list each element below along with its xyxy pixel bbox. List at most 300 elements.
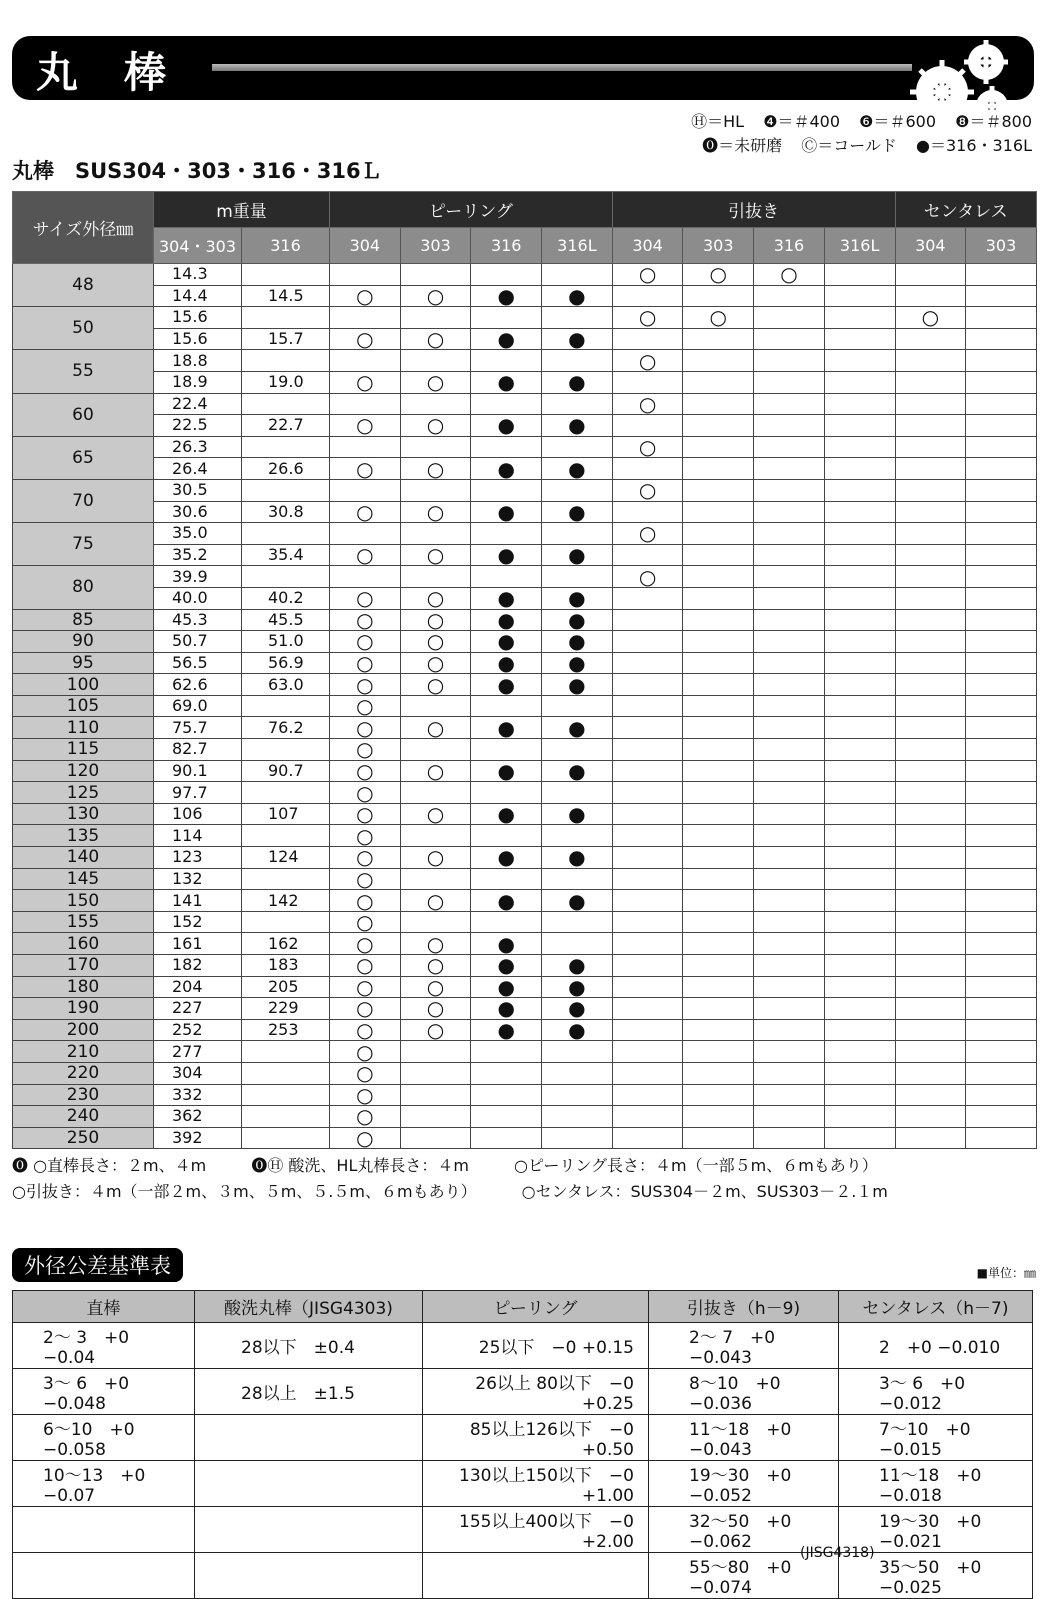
mark-cell (542, 933, 613, 955)
size-cell: 48 (13, 264, 154, 307)
mark-cell (895, 609, 966, 631)
mark-cell: ● (542, 501, 613, 523)
mark-cell (754, 1106, 825, 1128)
mark-cell (895, 825, 966, 847)
mark-cell (612, 631, 683, 653)
mark-cell (683, 652, 754, 674)
weight-cell (242, 566, 330, 588)
mark-cell (824, 328, 895, 350)
size-cell: 115 (13, 739, 154, 761)
mark-cell (824, 285, 895, 307)
table-row (13, 955, 1037, 977)
mark-cell (754, 458, 825, 480)
mark-cell: ● (471, 760, 542, 782)
mark-cell (683, 911, 754, 933)
mark-cell (966, 609, 1037, 631)
mark-cell (754, 911, 825, 933)
mark-cell (754, 695, 825, 717)
mark-cell: ○ (400, 285, 471, 307)
mark-cell (824, 458, 895, 480)
mark-cell: ○ (895, 307, 966, 329)
mark-cell (683, 350, 754, 372)
mark-cell (754, 436, 825, 458)
tolerance-header: センタレス（h－7) (839, 1291, 1033, 1323)
tolerance-cell (195, 1553, 423, 1599)
mark-cell (612, 825, 683, 847)
weight-cell: 229 (242, 998, 330, 1020)
mark-cell (542, 695, 613, 717)
weight-cell (242, 436, 330, 458)
mark-cell: ● (471, 501, 542, 523)
mark-cell: ○ (330, 501, 401, 523)
mark-cell: ● (542, 631, 613, 653)
mark-cell (966, 1062, 1037, 1084)
mark-cell: ● (542, 976, 613, 998)
legend-item: ❹＝＃400 (763, 112, 841, 131)
mark-cell (330, 479, 401, 501)
mark-cell (824, 674, 895, 696)
table-row (13, 609, 1037, 631)
table-row (13, 652, 1037, 674)
mark-cell (683, 328, 754, 350)
weight-cell: 205 (242, 976, 330, 998)
tolerance-row (13, 1553, 1033, 1599)
mark-cell (754, 890, 825, 912)
weight-cell: 40.0 (154, 587, 242, 609)
tolerance-cell: 2～ 7 +0 −0.043 (649, 1323, 839, 1369)
mark-cell: ○ (400, 609, 471, 631)
mark-cell: ○ (612, 566, 683, 588)
weight-cell: 35.4 (242, 544, 330, 566)
size-cell: 250 (13, 1127, 154, 1149)
weight-cell: 227 (154, 998, 242, 1020)
weight-cell: 56.9 (242, 652, 330, 674)
size-cell: 180 (13, 976, 154, 998)
mark-cell: ○ (754, 264, 825, 286)
mark-cell: ○ (330, 890, 401, 912)
table-row (13, 1062, 1037, 1084)
mark-cell (966, 415, 1037, 437)
mark-cell (966, 868, 1037, 890)
mark-cell (754, 1019, 825, 1041)
weight-cell: 132 (154, 868, 242, 890)
tolerance-cell: 26以上 80以下 −0 +0.25 (423, 1369, 649, 1415)
mark-cell (966, 695, 1037, 717)
weight-cell: 182 (154, 955, 242, 977)
note: ○ピーリング長さ：４m（一部５m、６mもあり） (514, 1156, 878, 1175)
weight-cell: 90.7 (242, 760, 330, 782)
mark-cell (612, 803, 683, 825)
mark-cell (824, 631, 895, 653)
mark-cell (612, 1127, 683, 1149)
mark-cell: ○ (330, 911, 401, 933)
mark-cell (471, 436, 542, 458)
mark-cell (330, 350, 401, 372)
mark-cell: ○ (400, 587, 471, 609)
mark-cell (824, 587, 895, 609)
mark-cell: ● (471, 285, 542, 307)
tolerance-header: ピーリング (423, 1291, 649, 1323)
mark-cell (966, 1019, 1037, 1041)
weight-cell (242, 1084, 330, 1106)
mark-cell: ○ (400, 847, 471, 869)
table-row (13, 911, 1037, 933)
weight-cell: 362 (154, 1106, 242, 1128)
mark-cell (754, 739, 825, 761)
mark-cell (542, 1127, 613, 1149)
mark-cell: ● (542, 760, 613, 782)
mark-cell (895, 631, 966, 653)
mark-cell: ○ (400, 415, 471, 437)
size-cell: 65 (13, 436, 154, 479)
mark-cell (542, 436, 613, 458)
weight-cell: 332 (154, 1084, 242, 1106)
table-row (13, 1019, 1037, 1041)
table-row (13, 825, 1037, 847)
mark-cell (824, 609, 895, 631)
subcol-header: 303 (400, 228, 471, 264)
notes-line-1 (12, 1153, 1042, 1179)
mark-cell: ○ (330, 695, 401, 717)
table-row (13, 890, 1037, 912)
mark-cell (400, 436, 471, 458)
table-row (13, 566, 1037, 588)
mark-cell (612, 1106, 683, 1128)
mark-cell (330, 264, 401, 286)
subcol-header: 316 (754, 228, 825, 264)
size-cell: 105 (13, 695, 154, 717)
weight-cell: 40.2 (242, 587, 330, 609)
table-row (13, 350, 1037, 372)
subcol-header: 304 (330, 228, 401, 264)
mark-cell: ○ (330, 458, 401, 480)
mark-cell (683, 1019, 754, 1041)
mark-cell (400, 307, 471, 329)
mark-cell: ● (542, 371, 613, 393)
weight-cell: 45.5 (242, 609, 330, 631)
tolerance-cell (423, 1553, 649, 1599)
mark-cell: ● (542, 890, 613, 912)
table-row (13, 415, 1037, 437)
mark-cell (683, 1062, 754, 1084)
mark-cell (471, 566, 542, 588)
mark-cell (824, 523, 895, 545)
mark-cell (612, 955, 683, 977)
weight-cell (242, 393, 330, 415)
mark-cell: ○ (612, 350, 683, 372)
mark-cell (612, 868, 683, 890)
mark-cell: ○ (400, 371, 471, 393)
table-row (13, 717, 1037, 739)
tolerance-cell: 19～30 +0 −0.052 (649, 1461, 839, 1507)
mark-cell (824, 955, 895, 977)
table-row (13, 976, 1037, 998)
mark-cell (471, 1127, 542, 1149)
mark-cell: ● (471, 631, 542, 653)
weight-cell: 183 (242, 955, 330, 977)
mark-cell (683, 436, 754, 458)
mark-cell (612, 415, 683, 437)
mark-cell (542, 307, 613, 329)
tolerance-cell: 3～ 6 +0 −0.048 (13, 1369, 195, 1415)
mark-cell: ● (542, 587, 613, 609)
mark-cell (824, 371, 895, 393)
tolerance-cell: 6～10 +0 −0.058 (13, 1415, 195, 1461)
mark-cell (966, 501, 1037, 523)
mark-cell (400, 782, 471, 804)
weight-cell: 22.7 (242, 415, 330, 437)
mark-cell (542, 782, 613, 804)
tolerance-cell: 25以下 −0 +0.15 (423, 1323, 649, 1369)
mark-cell (471, 782, 542, 804)
mark-cell (895, 264, 966, 286)
mark-cell (895, 1084, 966, 1106)
mark-cell (330, 393, 401, 415)
mark-cell (612, 609, 683, 631)
mark-cell (966, 328, 1037, 350)
mark-cell (754, 955, 825, 977)
mark-cell (400, 739, 471, 761)
mark-cell: ○ (330, 631, 401, 653)
mark-cell (683, 1041, 754, 1063)
table-row (13, 307, 1037, 329)
mark-cell: ○ (400, 803, 471, 825)
mark-cell (683, 285, 754, 307)
mark-cell (754, 393, 825, 415)
mark-cell: ● (542, 285, 613, 307)
mark-cell (612, 890, 683, 912)
mark-cell (612, 976, 683, 998)
legend-item: ●＝316・316L (916, 136, 1032, 155)
mark-cell (612, 674, 683, 696)
mark-cell: ● (542, 609, 613, 631)
mark-cell: ● (542, 652, 613, 674)
table-row (13, 760, 1037, 782)
weight-cell (242, 350, 330, 372)
mark-cell (824, 307, 895, 329)
mark-cell (895, 501, 966, 523)
mark-cell: ● (471, 415, 542, 437)
weight-cell (242, 1106, 330, 1128)
mark-cell (895, 674, 966, 696)
weight-cell: 97.7 (154, 782, 242, 804)
mark-cell: ○ (330, 998, 401, 1020)
size-cell: 90 (13, 631, 154, 653)
mark-cell (683, 631, 754, 653)
mark-cell (471, 695, 542, 717)
mark-cell: ● (471, 955, 542, 977)
size-cell: 120 (13, 760, 154, 782)
mark-cell: ● (542, 674, 613, 696)
mark-cell (542, 264, 613, 286)
weight-cell: 124 (242, 847, 330, 869)
subcol-header: 303 (966, 228, 1037, 264)
mark-cell: ● (542, 847, 613, 869)
mark-cell (471, 739, 542, 761)
mark-cell (895, 760, 966, 782)
mark-cell: ○ (330, 371, 401, 393)
mark-cell (824, 803, 895, 825)
size-cell: 50 (13, 307, 154, 350)
mark-cell (824, 501, 895, 523)
weight-cell: 63.0 (242, 674, 330, 696)
mark-cell (471, 1106, 542, 1128)
mark-cell: ● (471, 1019, 542, 1041)
mark-cell (542, 350, 613, 372)
mark-cell (471, 911, 542, 933)
tolerance-cell: 2～ 3 +0 −0.04 (13, 1323, 195, 1369)
tolerance-cell (195, 1415, 423, 1461)
mark-cell (400, 566, 471, 588)
mark-cell (824, 868, 895, 890)
table-row (13, 1127, 1037, 1149)
mark-cell: ○ (612, 393, 683, 415)
table-row (13, 631, 1037, 653)
mark-cell (824, 825, 895, 847)
tolerance-cell (195, 1507, 423, 1553)
notes (12, 1153, 1042, 1205)
mark-cell (824, 479, 895, 501)
weight-cell: 162 (242, 933, 330, 955)
mark-cell (754, 1127, 825, 1149)
mark-cell (966, 760, 1037, 782)
size-cell: 95 (13, 652, 154, 674)
mark-cell (966, 436, 1037, 458)
mark-cell (754, 825, 825, 847)
mark-cell (895, 782, 966, 804)
mark-cell (966, 479, 1037, 501)
mark-cell: ○ (400, 760, 471, 782)
mark-cell (471, 523, 542, 545)
table-row (13, 933, 1037, 955)
mark-cell: ○ (330, 955, 401, 977)
mark-cell (612, 1062, 683, 1084)
mark-cell (895, 739, 966, 761)
mark-cell (824, 933, 895, 955)
legend-item: ⓿＝未研磨 (702, 136, 783, 155)
mark-cell (966, 350, 1037, 372)
weight-cell: 14.5 (242, 285, 330, 307)
tolerance-header: 直棒 (13, 1291, 195, 1323)
weight-cell: 19.0 (242, 371, 330, 393)
mark-cell (895, 436, 966, 458)
tolerance-cell: 155以上400以下 −0 +2.00 (423, 1507, 649, 1553)
mark-cell: ○ (400, 544, 471, 566)
weight-cell: 152 (154, 911, 242, 933)
weight-cell: 142 (242, 890, 330, 912)
mark-cell (542, 1041, 613, 1063)
note: ○センタレス：SUS304－２m、SUS303－２.１m (521, 1182, 888, 1201)
mark-cell: ○ (400, 652, 471, 674)
weight-cell: 141 (154, 890, 242, 912)
mark-cell (612, 458, 683, 480)
mark-cell (824, 544, 895, 566)
mark-cell: ○ (400, 955, 471, 977)
mark-cell (400, 1084, 471, 1106)
mark-cell (400, 825, 471, 847)
tolerance-row (13, 1369, 1033, 1415)
size-cell: 140 (13, 847, 154, 869)
size-cell: 240 (13, 1106, 154, 1128)
table-row (13, 393, 1037, 415)
mark-cell: ○ (400, 1019, 471, 1041)
mark-cell (754, 868, 825, 890)
weight-cell: 82.7 (154, 739, 242, 761)
tolerance-row (13, 1415, 1033, 1461)
mark-cell: ○ (330, 825, 401, 847)
mark-cell (966, 458, 1037, 480)
table-row (13, 1041, 1037, 1063)
table-row (13, 998, 1037, 1020)
mark-cell (895, 717, 966, 739)
size-cell: 150 (13, 890, 154, 912)
mark-cell (612, 847, 683, 869)
mark-cell (754, 544, 825, 566)
mark-cell (895, 911, 966, 933)
subcol-header: 316L (542, 228, 613, 264)
mark-cell (895, 458, 966, 480)
mark-cell (330, 523, 401, 545)
mark-cell (400, 1041, 471, 1063)
mark-cell (824, 264, 895, 286)
mark-cell (612, 739, 683, 761)
weight-cell: 277 (154, 1041, 242, 1063)
mark-cell (400, 1062, 471, 1084)
weight-cell: 51.0 (242, 631, 330, 653)
mark-cell: ● (471, 458, 542, 480)
mark-cell: ○ (330, 1084, 401, 1106)
mark-cell (966, 825, 1037, 847)
table-row (13, 458, 1037, 480)
mark-cell (966, 307, 1037, 329)
table-row (13, 523, 1037, 545)
mark-cell (683, 523, 754, 545)
mark-cell (824, 566, 895, 588)
weight-cell: 30.6 (154, 501, 242, 523)
mark-cell (754, 998, 825, 1020)
mark-cell (471, 307, 542, 329)
mark-cell (330, 436, 401, 458)
note: ⓿Ⓗ 酸洗、HL丸棒長さ：４m (251, 1156, 469, 1175)
legend-item: Ⓒ＝コールド (801, 136, 897, 155)
mark-cell (754, 1084, 825, 1106)
mark-cell (683, 415, 754, 437)
size-cell: 130 (13, 803, 154, 825)
mark-cell (824, 652, 895, 674)
mark-cell (824, 1062, 895, 1084)
tolerance-cell: 2 +0 −0.010 (839, 1323, 1033, 1369)
mark-cell (683, 544, 754, 566)
size-cell: 100 (13, 674, 154, 696)
legend-item: Ⓗ＝HL (691, 112, 745, 131)
table-row (13, 501, 1037, 523)
mark-cell: ○ (400, 933, 471, 955)
weight-cell: 26.3 (154, 436, 242, 458)
weight-cell: 14.3 (154, 264, 242, 286)
subcol-header: 303 (683, 228, 754, 264)
mark-cell (966, 739, 1037, 761)
mark-cell: ○ (330, 782, 401, 804)
size-header: サイズ外径㎜ (13, 192, 154, 264)
mark-cell (471, 1041, 542, 1063)
mark-cell: ○ (612, 307, 683, 329)
mark-cell (895, 587, 966, 609)
mark-cell (824, 890, 895, 912)
mark-cell (754, 717, 825, 739)
weight-cell: 123 (154, 847, 242, 869)
mark-cell (966, 264, 1037, 286)
mark-cell (612, 285, 683, 307)
